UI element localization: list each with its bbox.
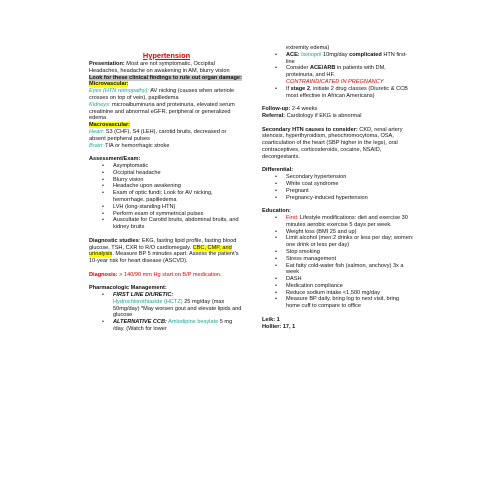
left-column [89,0,244,333]
diagnostic-text-1: : EKG, fasting lipid profile, fasting blood glucose, TSH, CXR to R/O cardiomegaly. [89,237,237,251]
list-item [262,215,414,229]
list-item: • DASH [262,276,414,283]
ace-drug: lisinopril [299,51,322,58]
list-item: • Exam of optic fundi: Look for AV nicking, hemorrhage, papilledema [89,190,244,204]
ccb-label: ALTERNATIVE CCB: [113,319,167,326]
kidneys-label: Kidneys: [89,101,111,108]
list-item: • Asymptomatic [89,163,244,170]
secondary-text: CKD, renal artery stenosis, hyperthyroidism, pheochromocytoma, OSA, coarticulation of the heart (SBP higher in the legs), oral contraceptives, corticosteroids, cocaine, NSAID, decongestants. [262,126,403,160]
list-item: • Pregnant [262,188,414,195]
ace-text-2: HTN first-line [286,51,408,65]
list-item: • Secondary hypertension [262,174,414,181]
list-item: • Stop smoking [262,249,414,256]
hollier-label: Hollier: 17, 1 [262,323,296,330]
list-item: • LVH (long-standing HTN) [89,204,244,211]
thiazide-text: 25 mg/day (max 50mg/day) *May worsen gout and elevate lipids and glucose [113,298,242,319]
eyes-paragraph [89,88,244,102]
pharm-list-continued [262,52,414,100]
diagnosis-paragraph [89,272,244,279]
followup-label: Follow-up: [262,106,291,113]
list-item: • Occipital headache [89,170,244,177]
hollier-reference [262,324,414,331]
macrovascular-label: Macrovascular: [89,122,131,129]
leik-label: Leik: 1 [262,316,280,323]
page-title: Hypertension [142,51,191,60]
education-heading [262,208,414,215]
list-item: • Auscultate for Carotid bruits, abdominal bruits, and kidney bruits [89,217,244,231]
list-item: • Medication compliance [262,283,414,290]
arb-text-1: Consider [286,65,310,72]
ccb-drug: Amlodipine besylate [166,319,219,326]
thiazide-label: FIRST LINE DIURETIC: [113,292,174,299]
brain-text: TIA or hemorrhagic stroke [103,142,170,149]
thiazide-drug: Hydrochlorothiazide (HCTZ) [113,298,183,305]
list-item [262,65,414,85]
diagnosis-text: > 140/90 mm Hg start on B/P medication. [119,271,222,278]
pregnancy-warning: CONTRAINDICATED IN PREGNANCY [286,78,384,85]
first-label: First: [286,214,299,221]
list-item: • Perform exam of symmetrical pulses [89,211,244,218]
ace-bold: complicated [349,51,382,58]
presentation-paragraph [89,61,244,75]
list-item: • Limit alcohol (men:2 drinks or less per day; women: one drink or less per day) [262,235,414,249]
heart-text: S3 (CHF), S4 (LEH), carotid bruits, decreased or absent peripheral pulses [89,128,227,142]
look-for-highlight: Look for these clinical findings to rule out organ damage: [89,74,242,81]
education-heading-text: Education: [262,208,291,215]
differential-heading [262,167,414,174]
brain-paragraph [89,143,244,150]
diagnosis-label: Diagnosis: [89,271,120,278]
referral-label: Referral: [262,112,286,119]
diagnostic-highlight: CBC, CMP, and urinalysis [89,244,232,258]
referral-paragraph [262,113,414,120]
list-item: • Headache upon awakening [89,183,244,190]
diagnostic-label: Diagnostic studies [89,237,139,244]
list-item: • Measure BP daily, bring log to next visit, bring home cuff to compare to office [262,296,414,310]
kidneys-text: microalbuminuria and proteinuria, elevated serum creatinine and abnormal eGFR, peripheral or generalized edema [89,101,235,122]
assessment-list [89,163,244,231]
list-item: • Eat fatty cold-water fish (salmon, anchovy) 3x a week [262,263,414,277]
eyes-label: Eyes (HTN retinopathy): [89,88,149,95]
microvascular-heading [89,81,244,88]
followup-paragraph [262,106,414,113]
diagnostic-text-2: . Measure BP 5 minutes apart. Assess the patient's 10-year risk for heart disease (ASCVD). [89,251,239,265]
stage2-text-1: If [286,85,291,92]
presentation-label: Presentation: [89,61,125,67]
differential-heading-text: Differential: [262,167,294,174]
leik-reference [262,317,414,324]
arb-bold: ACE/ARB [309,65,336,72]
list-item: • Weight loss (BMI 25 and up) [262,229,414,236]
list-item [89,319,244,333]
arb-text-2: in patients with DM, proteinuria, and HF. [286,65,386,79]
secondary-label: Secondary HTN causes to consider: [262,126,358,133]
presentation-text: Most are not symptomatic, Occipital Headaches, headache on awakening in AM, blurry vision [89,61,230,74]
brain-label: Brain: [89,142,104,149]
list-item [262,52,414,66]
ace-text: 10mg/day [321,51,350,58]
heart-label: Heart: [89,128,105,135]
assessment-heading-text: Assessment/Exam: [89,156,141,163]
followup-text: 2-4 weeks [290,106,318,113]
assessment-heading [89,156,244,163]
pharm-heading [89,285,244,292]
list-item: • Reduce sodium intake <1,500 mg/day [262,290,414,297]
list-item: • White coat syndrome [262,181,414,188]
heart-paragraph [89,129,244,143]
microvascular-label: Microvascular: [89,81,129,88]
list-item: • Pregnancy-induced hypertension [262,195,414,202]
ccb-continued: extremity edema) [286,45,330,51]
macrovascular-heading [89,122,244,129]
diagnostic-paragraph [89,238,244,265]
differential-list [262,174,414,201]
kidneys-paragraph [89,102,244,122]
organ-damage-heading [89,75,244,82]
referral-text: Cardiology if EKG is abnormal [285,112,362,119]
list-item: • Blurry vision [89,177,244,184]
first-text: Lifestyle modifications: diet and exercise 30 minutes aerobic exercise 5 days per week. [286,214,408,228]
stage2-bold: stage 2 [290,85,310,92]
right-column [262,45,414,330]
pharm-heading-text: Pharmacologic Management: [89,285,167,292]
eyes-text: AV nicking (causes when arteriole crosses on top of vein), papilledema [89,88,235,101]
list-item [89,292,244,319]
list-item: • Stress management [262,256,414,263]
list-item [262,86,414,100]
secondary-paragraph [262,127,414,161]
ccb-text: 5 mg /day. (Watch for lower [113,319,233,333]
ace-label: ACE: [286,51,300,58]
pharm-list [89,292,244,333]
stage2-text-2: , initiate 2 drug classes (Diuretic & CCB most effective in African Americans) [286,85,408,99]
education-list [262,215,414,310]
